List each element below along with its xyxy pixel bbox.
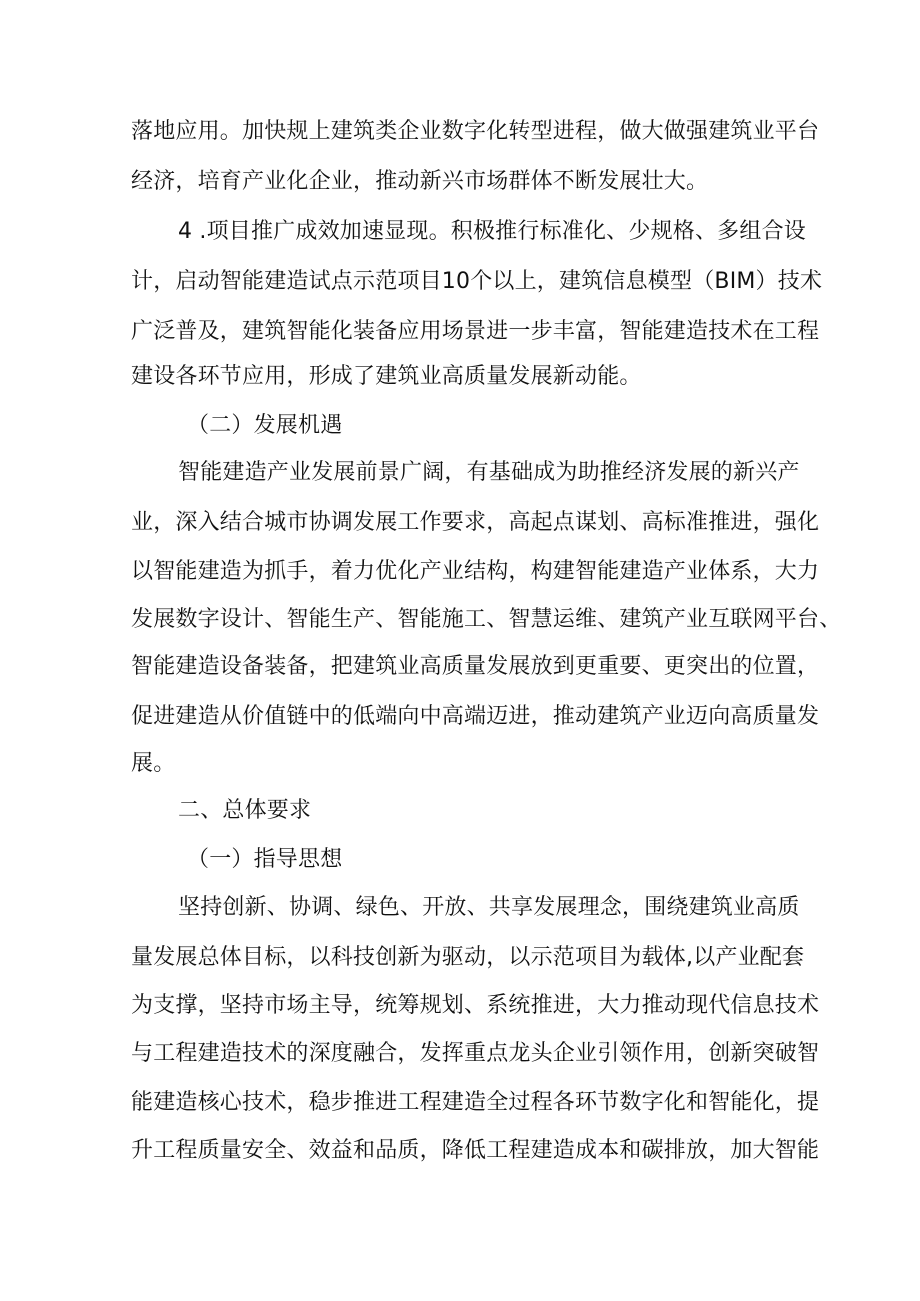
section-heading: 二、总体要求 xyxy=(178,798,312,823)
paragraph-line: 展。 xyxy=(131,751,176,776)
paragraph-line: 计，启动智能建造试点示范项目10个以上，建筑信息模型（BIM）技术 xyxy=(131,269,823,294)
paragraph-line: 经济，培育产业化企业，推动新兴市场群体不断发展壮大。 xyxy=(131,169,709,194)
paragraph-line: 以智能建造为抓手，着力优化产业结构，构建智能建造产业体系，大力 xyxy=(131,559,820,584)
paragraph-line: 量发展总体目标，以科技创新为驱动，以示范项目为载体,以产业配套 xyxy=(131,945,805,970)
paragraph-line: 业，深入结合城市协调发展工作要求，高起点谋划、高标准推进，强化 xyxy=(131,510,820,535)
paragraph-line: 智能建造产业发展前景广阔，有基础成为助推经济发展的新兴产 xyxy=(178,460,800,485)
paragraph-line: 建设各环节应用，形成了建筑业高质量发展新动能。 xyxy=(131,364,642,389)
paragraph-line: 升工程质量安全、效益和品质，降低工程建造成本和碳排放，加大智能 xyxy=(131,1138,820,1163)
paragraph-line: 能建造核心技术，稳步推进工程建造全过程各环节数字化和智能化，提 xyxy=(131,1090,820,1115)
paragraph-line: 促进建造从价值链中的低端向中高端迈进，推动建筑产业迈向高质量发 xyxy=(131,704,820,729)
section-subheading: （一）指导思想 xyxy=(187,847,343,872)
paragraph-line: 智能建造设备装备，把建筑业高质量发展放到更重要、更突出的位置， xyxy=(131,654,820,679)
paragraph-line: 坚持创新、协调、绿色、开放、共享发展理念，围绕建筑业高质 xyxy=(178,895,800,920)
paragraph-line: 落地应用。加快规上建筑类企业数字化转型进程，做大做强建筑业平台 xyxy=(131,119,820,144)
paragraph-line: 发展数字设计、智能生产、智能施工、智慧运维、建筑产业互联网平台、 xyxy=(131,607,842,632)
paragraph-line: 广泛普及，建筑智能化装备应用场景进一步丰富，智能建造技术在工程 xyxy=(131,319,820,344)
paragraph-line: 为支撑，坚持市场主导，统筹规划、系统推进，大力推动现代信息技术 xyxy=(131,993,820,1018)
numbered-item-line: 4 .项目推广成效加速显现。积极推行标准化、少规格、多组合设 xyxy=(178,219,806,244)
section-subheading: （二）发展机遇 xyxy=(187,413,343,438)
paragraph-line: 与工程建造技术的深度融合，发挥重点龙头企业引领作用，创新突破智 xyxy=(131,1041,820,1066)
